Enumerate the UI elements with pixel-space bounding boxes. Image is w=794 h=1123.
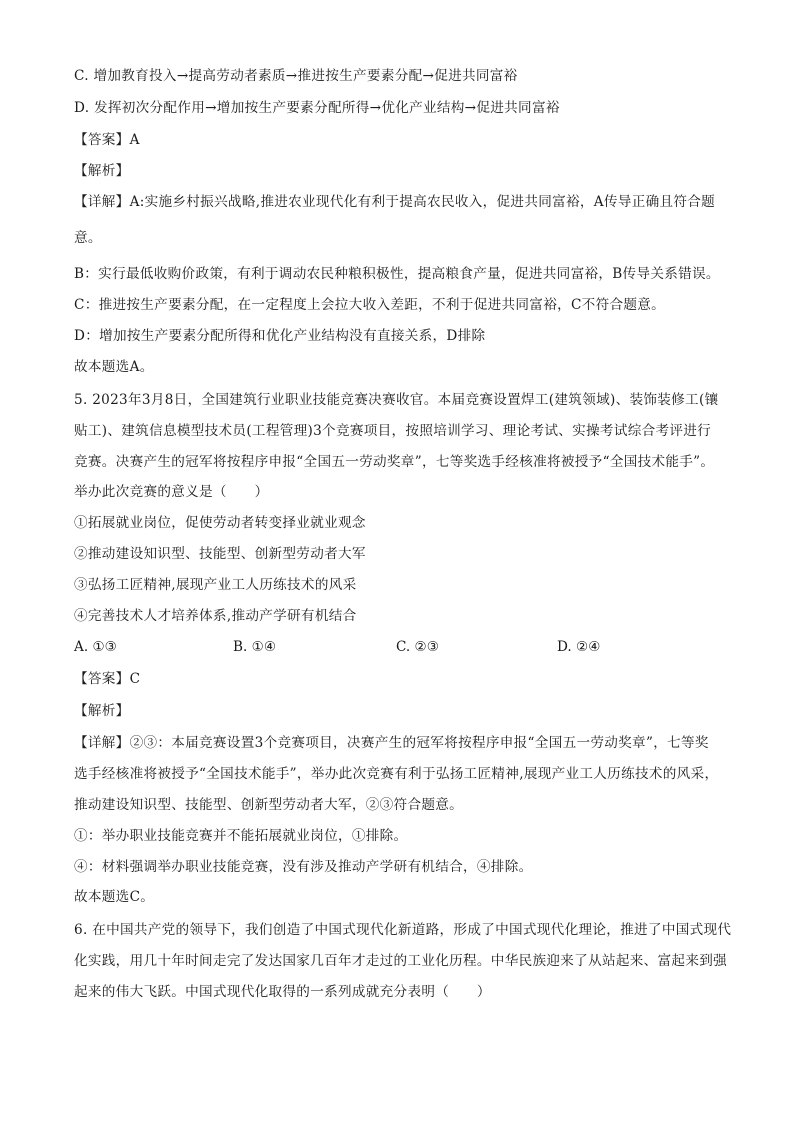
q4-analysis-label: 【解析】 (74, 163, 130, 179)
q5-item-2: ②推动建设知识型、技能型、创新型劳动者大军 (74, 546, 366, 562)
q4-option-d: D. 发挥初次分配作用→增加按生产要素分配所得→优化产业结构→促进共同富裕 (74, 100, 560, 116)
q5-item-1: ①拓展就业岗位，促使劳动者转变择业就业观念 (74, 515, 366, 531)
q5-analysis-label: 【解析】 (74, 703, 130, 719)
q5-stem-line-4: 举办此次竞赛的意义是（ ） (74, 484, 269, 500)
q5-choice-c: C. ②③ (396, 639, 439, 655)
q4-answer: 【答案】A (74, 132, 140, 148)
q5-choice-a: A. ①③ (74, 639, 117, 655)
q5-detail-line-3: 推动建设知识型、技能型、创新型劳动者大军，②③符合题意。 (74, 797, 464, 813)
q5-detail-line-4: ①：举办职业技能竞赛并不能拓展就业岗位，①排除。 (74, 828, 408, 844)
q4-detail-b: B：实行最低收购价政策，有利于调动农民种粮积极性，提高粮食产量，促进共同富裕，B传导关系错误。 (74, 266, 720, 282)
q4-detail-c: C：推进按生产要素分配，在一定程度上会拉大收入差距，不利于促进共同富裕，C不符合题意。 (74, 297, 666, 313)
q5-conclusion: 故本题选C。 (74, 889, 155, 905)
q6-stem-line-2: 化实践，用几十年时间走完了发达国家几百年才走过的工业化历程。中华民族迎来了从站起来、富起来到强 (74, 953, 728, 969)
q5-detail-line-5: ④：材料强调举办职业技能竞赛，没有涉及推动产学研有机结合，④排除。 (74, 859, 533, 875)
q5-stem-line-1: 5. 2023年3月8日，全国建筑行业职业技能竞赛决赛收官。本届竞赛设置焊工(建筑领域)、装饰装修工(镶 (74, 392, 719, 408)
q6-stem-line-3: 起来的伟大飞跃。中国式现代化取得的一系列成就充分表明（ ） (74, 984, 491, 1000)
q5-stem-line-2: 贴工)、建筑信息模型技术员(工程管理)3个竞赛项目，按照培训学习、理论考试、实操考试综合考评进行 (74, 423, 712, 439)
q4-detail-d: D：增加按生产要素分配所得和优化产业结构没有直接关系，D排除 (74, 328, 486, 344)
q5-choice-d: D. ②④ (557, 639, 601, 655)
q4-option-c: C. 增加教育投入→提高劳动者素质→推进按生产要素分配→促进共同富裕 (74, 68, 518, 84)
q5-item-4: ④完善技术人才培养体系,推动产学研有机结合 (74, 608, 357, 624)
q4-conclusion: 故本题选A。 (74, 359, 154, 375)
q5-detail-line-2: 选手经核准将被授予“全国技术能手”，举办此次竞赛有利于弘扬工匠精神,展现产业工人历练技术的风采， (74, 766, 719, 782)
q5-item-3: ③弘扬工匠精神,展现产业工人历练技术的风采 (74, 577, 357, 593)
q5-stem-line-3: 竞赛。决赛产生的冠军将按程序申报“全国五一劳动奖章”，七等奖选手经核准将被授予“全国技术能手”。 (74, 454, 715, 470)
q4-detail-line-2: 意。 (74, 230, 102, 246)
q5-detail-line-1: 【详解】②③：本届竞赛设置3个竞赛项目，决赛产生的冠军将按程序申报“全国五一劳动奖章”，七等奖 (74, 735, 709, 751)
q5-answer: 【答案】C (74, 671, 141, 687)
q5-choice-b: B. ①④ (233, 639, 277, 655)
q6-stem-line-1: 6. 在中国共产党的领导下，我们创造了中国式现代化新道路，形成了中国式现代化理论，推进了中国式现代 (74, 922, 732, 938)
q4-detail-line-1: 【详解】A:实施乡村振兴战略,推进农业现代化有利于提高农民收入，促进共同富裕，A传导正确且符合题 (74, 194, 716, 210)
